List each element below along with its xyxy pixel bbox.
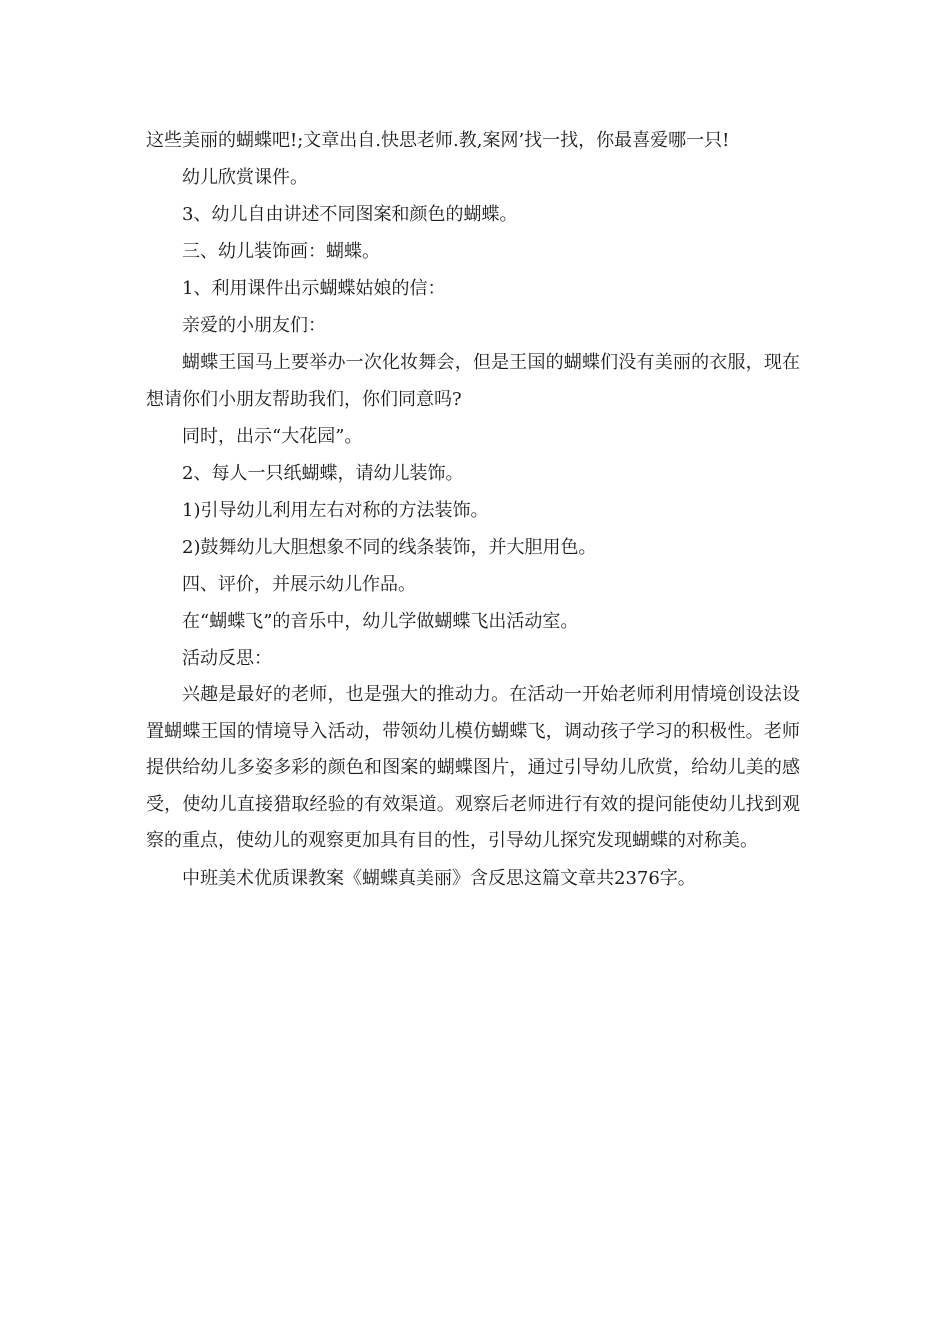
article-word-count: 中班美术优质课教案《蝴蝶真美丽》含反思这篇文章共2376字。 [182,867,696,889]
paragraph-substep-1: 1)引导幼儿利用左右对称的方法装饰。 [182,500,489,521]
letter-salutation: 亲爱的小朋友们： [182,315,326,336]
paragraph-step-2: 2、每人一只纸蝴蝶，请幼儿装饰。 [182,463,464,484]
paragraph-garden: 同时，出示“大花园”。 [182,426,363,447]
paragraph-continuation: 这些美丽的蝴蝶吧!;文章出自.快思老师.教,案网’找一找，你最喜爱哪一只! [146,130,730,151]
paragraph-step-3: 3、幼儿自由讲述不同图案和颜色的蝴蝶。 [182,204,518,225]
section-heading-reflection: 活动反思： [182,648,272,669]
letter-body: 蝴蝶王国马上要举办一次化妆舞会，但是王国的蝴蝶们没有美丽的衣服，现在想请你们小朋友帮助我们，你们同意吗? [146,352,800,410]
paragraph-music: 在“蝴蝶飞”的音乐中，幼儿学做蝴蝶飞出活动室。 [182,611,579,632]
section-heading-decoration: 三、幼儿装饰画：蝴蝶。 [182,241,380,262]
paragraph-courseware: 幼儿欣赏课件。 [182,167,308,188]
paragraph-substep-2: 2)鼓舞幼儿大胆想象不同的线条装饰，并大胆用色。 [182,537,597,558]
document-body [146,122,800,897]
section-heading-evaluation: 四、评价，并展示幼儿作品。 [182,574,416,595]
reflection-body: 兴趣是最好的老师，也是强大的推动力。在活动一开始老师利用情境创设法设置蝴蝶王国的情境导入活动，带领幼儿模仿蝴蝶飞，调动孩子学习的积极性。老师提供给幼儿多姿多彩的颜色和图案的蝴蝶图片，通过引导幼儿欣赏，给幼儿美的感受，使幼儿直接猎取经验的有效渠道。观察后老师进行有效的提问能使幼儿找到观察的重点，使幼儿的观察更加具有目的性，引导幼儿探究发现蝴蝶的对称美。 [146,684,800,852]
paragraph-step-1-letter: 1、利用课件出示蝴蝶姑娘的信： [182,278,446,299]
